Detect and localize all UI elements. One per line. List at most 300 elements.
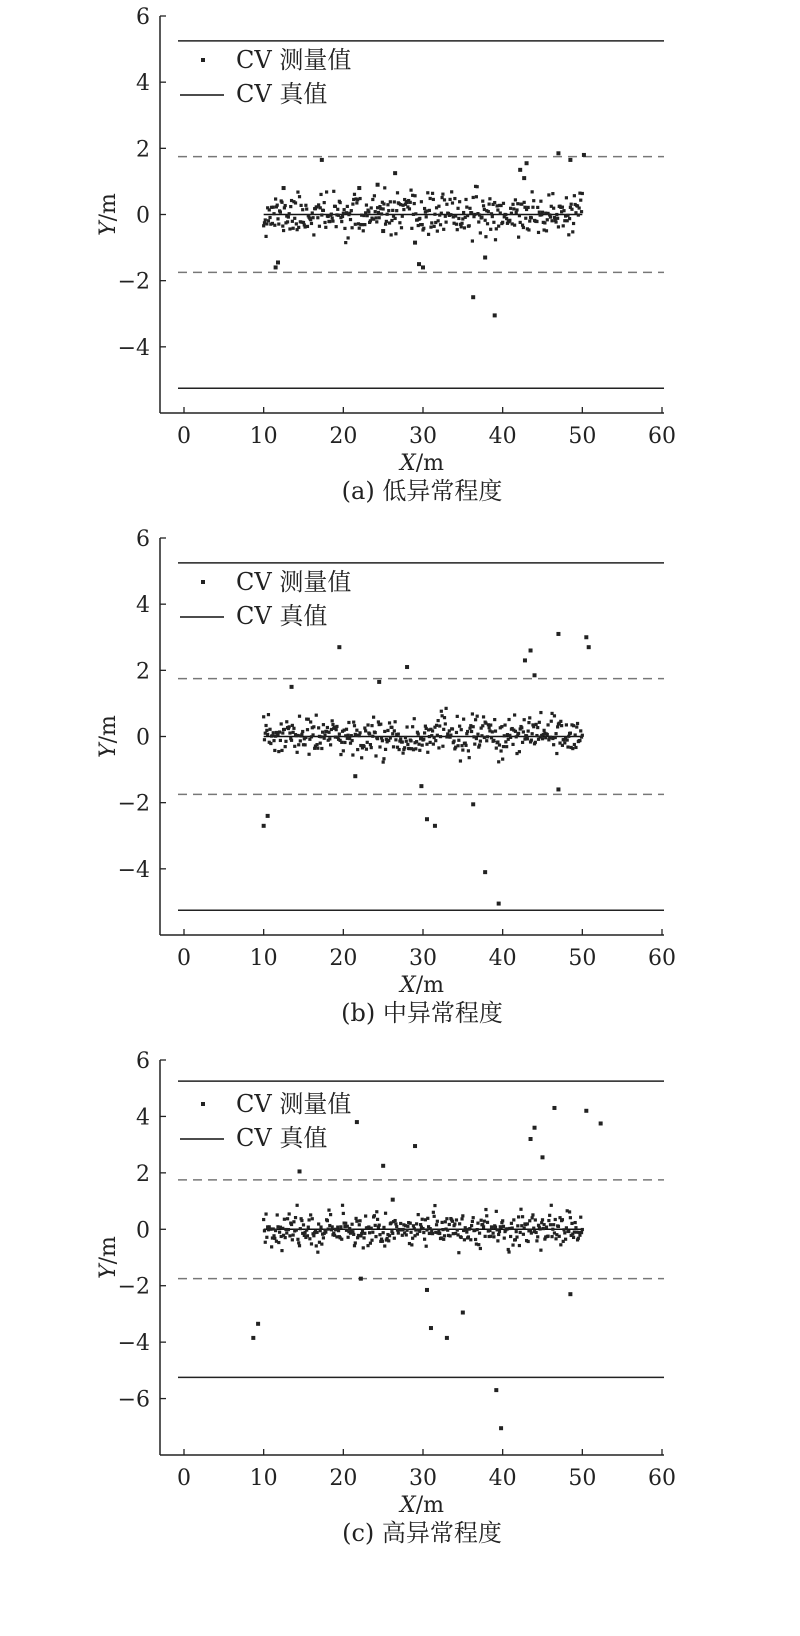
measured-point [436, 1220, 439, 1223]
y-tick-label: 2 [136, 1161, 150, 1187]
measured-point [307, 753, 310, 756]
measured-point [485, 739, 488, 742]
measured-point [347, 1236, 350, 1239]
measured-point [559, 1243, 562, 1246]
measured-point [347, 236, 350, 239]
measured-point [486, 222, 489, 225]
measured-point [306, 1234, 309, 1237]
measured-point [365, 203, 368, 206]
measured-point [308, 1237, 311, 1240]
outlier-point [274, 265, 278, 269]
outlier-point [276, 260, 280, 264]
x-tick-label: 60 [648, 1466, 676, 1491]
measured-point [378, 216, 381, 219]
legend-label-true: CV 真值 [236, 1124, 328, 1152]
measured-point [578, 739, 581, 742]
measured-point [445, 221, 448, 224]
panel-caption: (b) 中异常程度 [341, 999, 503, 1027]
measured-point [365, 748, 368, 751]
y-axis-label: Y/m [96, 715, 121, 758]
x-tick-label: 50 [568, 424, 597, 449]
measured-point [544, 736, 547, 739]
measured-point [457, 739, 460, 742]
y-tick-label: −4 [117, 857, 150, 883]
measured-point [328, 220, 331, 223]
measured-point [542, 1227, 545, 1230]
measured-point [302, 1223, 305, 1226]
x-tick-label: 10 [249, 1466, 278, 1491]
measured-point [406, 743, 409, 746]
measured-point [343, 227, 346, 230]
measured-point [417, 732, 420, 735]
measured-point [567, 233, 570, 236]
measured-point [358, 731, 361, 734]
measured-point [530, 739, 533, 742]
measured-point [375, 1210, 378, 1213]
measured-point [489, 228, 492, 231]
measured-point [510, 212, 513, 215]
measured-point [374, 731, 377, 734]
measured-point [370, 1239, 373, 1242]
measured-point [578, 206, 581, 209]
measured-point [349, 218, 352, 221]
measured-point [508, 219, 511, 222]
y-tick-label: −2 [117, 269, 150, 295]
measured-point [563, 741, 566, 744]
measured-point [559, 720, 562, 723]
measured-point [485, 1214, 488, 1217]
measured-point [376, 737, 379, 740]
measured-point [320, 213, 323, 216]
outlier-point [499, 1426, 503, 1430]
measured-point [531, 206, 534, 209]
measured-point [535, 1231, 538, 1234]
measured-point [462, 718, 465, 721]
measured-point [272, 206, 275, 209]
measured-point [315, 1231, 318, 1234]
measured-point [376, 1218, 379, 1221]
measured-point [344, 241, 347, 244]
measured-point [511, 1226, 514, 1229]
measured-point [389, 200, 392, 203]
outlier-point [568, 158, 572, 162]
outlier-point [429, 1326, 433, 1330]
outlier-point [552, 1106, 556, 1110]
outlier-point [251, 1336, 255, 1340]
measured-point [471, 1220, 474, 1223]
measured-point [395, 209, 398, 212]
measured-point [488, 203, 491, 206]
measured-point [267, 713, 270, 716]
measured-point [272, 212, 275, 215]
outlier-point [493, 313, 497, 317]
measured-point [390, 233, 393, 236]
measured-point [426, 191, 429, 194]
measured-point [276, 1213, 279, 1216]
measured-point [317, 203, 320, 206]
y-tick-label: 6 [136, 527, 150, 552]
measured-point [393, 1237, 396, 1240]
measured-point [341, 1204, 344, 1207]
measured-point [515, 208, 518, 211]
measured-point [444, 722, 447, 725]
measured-point [358, 1219, 361, 1222]
measured-point [288, 1212, 291, 1215]
outlier-point [525, 161, 529, 165]
outlier-point [522, 176, 526, 180]
measured-point [539, 200, 542, 203]
x-tick-label: 10 [249, 946, 278, 971]
measured-point [497, 1233, 500, 1236]
measured-point [572, 222, 575, 225]
measured-point [553, 714, 556, 717]
measured-point [473, 213, 476, 216]
measured-point [539, 1249, 542, 1252]
measured-point [380, 212, 383, 215]
measured-point [501, 758, 504, 761]
measured-point [466, 730, 469, 733]
x-tick-label: 50 [568, 946, 597, 971]
measured-point [350, 739, 353, 742]
measured-point [432, 1211, 435, 1214]
measured-point [319, 742, 322, 745]
measured-point [356, 748, 359, 751]
x-tick-label: 0 [177, 1466, 191, 1491]
measured-point [480, 1219, 483, 1222]
measured-point [503, 1237, 506, 1240]
legend [180, 1090, 351, 1152]
outlier-point [425, 1288, 429, 1292]
measured-point [354, 1241, 357, 1244]
measured-point [315, 743, 318, 746]
measured-point [433, 225, 436, 228]
measured-point [435, 724, 438, 727]
measured-point [383, 730, 386, 733]
outlier-point [381, 1164, 385, 1168]
measured-point [327, 1227, 330, 1230]
measured-point [450, 190, 453, 193]
measured-point [521, 1215, 524, 1218]
measured-point [502, 1225, 505, 1228]
measured-point [323, 733, 326, 736]
measured-point [397, 732, 400, 735]
measured-point [483, 736, 486, 739]
measured-point [263, 1229, 266, 1232]
measured-point [580, 210, 583, 213]
measured-point [495, 746, 498, 749]
measured-point [465, 1230, 468, 1233]
measured-point [536, 206, 539, 209]
measured-point [502, 202, 505, 205]
measured-point [324, 1231, 327, 1234]
measured-point [531, 1216, 534, 1219]
measured-point [322, 723, 325, 726]
measured-point [307, 718, 310, 721]
measured-point [441, 745, 444, 748]
measured-point [518, 214, 521, 217]
measured-point [418, 749, 421, 752]
measured-point [451, 1220, 454, 1223]
measured-point [487, 210, 490, 213]
measured-point [401, 215, 404, 218]
outlier-point [421, 265, 425, 269]
measured-point [291, 1238, 294, 1241]
measured-point [441, 193, 444, 196]
y-tick-label: −6 [117, 1387, 150, 1413]
measured-point [374, 754, 377, 757]
measured-point [436, 230, 439, 233]
outlier-point [377, 680, 381, 684]
measured-point [414, 747, 417, 750]
measured-point [499, 211, 502, 214]
measured-point [370, 746, 373, 749]
measured-point [465, 206, 468, 209]
outlier-point [471, 295, 475, 299]
measured-point [391, 732, 394, 735]
measured-point [295, 222, 298, 225]
measured-point [462, 211, 465, 214]
measured-point [527, 721, 530, 724]
measured-point [388, 1234, 391, 1237]
y-tick-label: −2 [117, 1274, 150, 1300]
measured-point [319, 1225, 322, 1228]
measured-point [316, 216, 319, 219]
measured-point [335, 225, 338, 228]
measured-point [384, 1212, 387, 1215]
outlier-point [541, 1155, 545, 1159]
measured-point [276, 217, 279, 220]
measured-point [281, 1227, 284, 1230]
measured-point [421, 223, 424, 226]
measured-point [496, 740, 499, 743]
measured-point [437, 746, 440, 749]
measured-point [413, 194, 416, 197]
measured-point [296, 734, 299, 737]
measured-point [415, 1222, 418, 1225]
measured-point [332, 190, 335, 193]
measured-point [535, 734, 538, 737]
y-tick-label: 2 [136, 659, 150, 685]
measured-point [440, 710, 443, 713]
measured-point [375, 220, 378, 223]
measured-point [517, 236, 520, 239]
measured-point [527, 730, 530, 733]
measured-point [471, 712, 474, 715]
measured-point [531, 190, 534, 193]
measured-point [448, 198, 451, 201]
measured-point [393, 729, 396, 732]
outlier-point [376, 183, 380, 187]
measured-point [353, 1244, 356, 1247]
measured-point [499, 749, 502, 752]
measured-point [360, 756, 363, 759]
measured-point [536, 1235, 539, 1238]
y-tick-label: 0 [136, 203, 150, 229]
measured-point [523, 718, 526, 721]
measured-point [331, 719, 334, 722]
x-tick-label: 40 [488, 946, 517, 971]
measured-point [443, 1234, 446, 1237]
measured-point [443, 716, 446, 719]
measured-point [292, 727, 295, 730]
measured-point [311, 211, 314, 214]
measured-point [339, 1225, 342, 1228]
legend-label-measured: CV 测量值 [236, 46, 352, 74]
x-tick-label: 0 [177, 946, 191, 971]
measured-point [448, 1234, 451, 1237]
measured-point [520, 726, 523, 729]
measured-point [350, 1223, 353, 1226]
measured-point [572, 724, 575, 727]
measured-point [262, 715, 265, 718]
measured-point [394, 217, 397, 220]
measured-point [354, 223, 357, 226]
measured-point [265, 1236, 268, 1239]
outlier-point [413, 1144, 417, 1148]
measured-point [446, 1229, 449, 1232]
measured-point [448, 1223, 451, 1226]
measured-point [386, 729, 389, 732]
measured-point [467, 1235, 470, 1238]
measured-point [516, 1224, 519, 1227]
measured-point [428, 209, 431, 212]
measured-point [273, 749, 276, 752]
measured-point [463, 226, 466, 229]
y-tick-label: −4 [117, 335, 150, 361]
measured-point [343, 741, 346, 744]
measured-point [381, 739, 384, 742]
measured-point [271, 734, 274, 737]
measured-point [358, 227, 361, 230]
measured-point [284, 745, 287, 748]
measured-point [512, 207, 515, 210]
measured-point [399, 1222, 402, 1225]
legend-label-true: CV 真值 [236, 602, 328, 630]
measured-point [364, 1214, 367, 1217]
measured-point [580, 1231, 583, 1234]
measured-point [384, 748, 387, 751]
measured-point [445, 203, 448, 206]
measured-point [317, 1222, 320, 1225]
measured-point [304, 736, 307, 739]
measured-point [444, 1220, 447, 1223]
measured-point [429, 741, 432, 744]
y-tick-label: 4 [136, 1105, 150, 1131]
measured-point [467, 749, 470, 752]
measured-point [409, 189, 412, 192]
outlier-point [518, 168, 522, 172]
measured-point [425, 743, 428, 746]
measured-point [298, 1244, 301, 1247]
measured-point [574, 733, 577, 736]
measured-point [488, 1229, 491, 1232]
measured-point [507, 718, 510, 721]
measured-point [484, 235, 487, 238]
measured-point [315, 714, 318, 717]
measured-point [574, 746, 577, 749]
measured-point [530, 216, 533, 219]
measured-point [577, 213, 580, 216]
measured-point [318, 225, 321, 228]
measured-point [290, 739, 293, 742]
measured-point [570, 1222, 573, 1225]
measured-point [272, 739, 275, 742]
measured-point [423, 731, 426, 734]
measured-point [374, 216, 377, 219]
measured-point [340, 220, 343, 223]
measured-point [500, 725, 503, 728]
measured-point [543, 221, 546, 224]
measured-point [497, 760, 500, 763]
measured-point [557, 225, 560, 228]
measured-point [461, 1214, 464, 1217]
measured-point [517, 1215, 520, 1218]
measured-point [300, 204, 303, 207]
outlier-point [556, 787, 560, 791]
legend-label-true: CV 真值 [236, 80, 328, 108]
measured-point [383, 186, 386, 189]
measured-point [370, 206, 373, 209]
outlier-point [425, 817, 429, 821]
outlier-point [483, 256, 487, 260]
measured-point [531, 732, 534, 735]
measured-point [353, 193, 356, 196]
measured-point [432, 198, 435, 201]
measured-point [468, 1227, 471, 1230]
measured-point [364, 729, 367, 732]
measured-point [405, 1233, 408, 1236]
measured-point [476, 715, 479, 718]
measured-point [430, 221, 433, 224]
measured-point [422, 1231, 425, 1234]
measured-point [281, 731, 284, 734]
measured-point [489, 1235, 492, 1238]
measured-point [474, 1238, 477, 1241]
measured-point [482, 204, 485, 207]
legend-label-measured: CV 测量值 [236, 1090, 352, 1118]
measured-point [386, 203, 389, 206]
measured-point [501, 221, 504, 224]
measured-point [406, 1225, 409, 1228]
measured-point [552, 743, 555, 746]
measured-point [509, 736, 512, 739]
measured-point [272, 731, 275, 734]
measured-point [293, 217, 296, 220]
x-tick-label: 30 [409, 424, 437, 449]
measured-point [548, 1214, 551, 1217]
measured-point [327, 1209, 330, 1212]
measured-point [347, 734, 350, 737]
measured-point [304, 204, 307, 207]
measured-point [464, 198, 467, 201]
measured-point [515, 1235, 518, 1238]
measured-point [472, 1216, 475, 1219]
measured-point [274, 1229, 277, 1232]
measured-point [455, 731, 458, 734]
outlier-point [298, 1169, 302, 1173]
measured-point [370, 724, 373, 727]
measured-point [320, 747, 323, 750]
measured-point [511, 743, 514, 746]
y-axis-label: Y/m [96, 193, 121, 236]
measured-point [323, 221, 326, 224]
measured-point [437, 719, 440, 722]
measured-point [367, 210, 370, 213]
measured-point [493, 201, 496, 204]
measured-point [284, 1236, 287, 1239]
measured-point [438, 724, 441, 727]
measured-point [550, 219, 553, 222]
